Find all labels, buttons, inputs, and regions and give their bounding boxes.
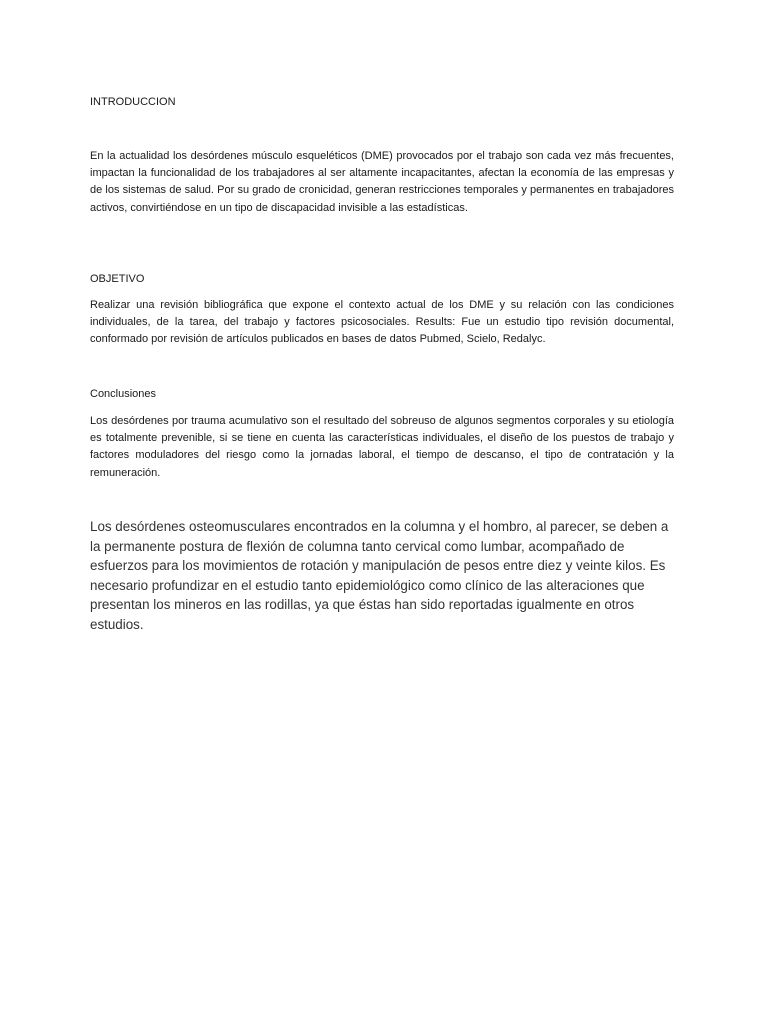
extra-paragraph: Los desórdenes osteomusculares encontrados en la columna y el hombro, al parecer, se deben a la permanente postura de flexión de columna tanto cervical como lumbar, acompañado de esfuerzos para los movimientos de rotación y manipulación de pesos entre diez y veinte kilos. Es necesario profundizar en el estudio tanto epidemiológico como clínico de las alteraciones que presentan los mineros en las rodillas, ya que éstas han sido reportadas igualmente en otros estudios. [90, 519, 669, 632]
conclusions-heading: Conclusiones [90, 388, 157, 400]
conclusions-paragraph: Los desórdenes por trauma acumulativo son el resultado del sobreuso de algunos segmentos corporales y su etiología es totalmente prevenible, si se tiene en cuenta las características individuales, el diseño de los puestos de trabajo y factores moduladores del riesgo como la jornadas laboral, el tiempo de descanso, el tipo de contratación y la remuneración. [90, 415, 674, 479]
objective-heading: OBJETIVO [90, 273, 145, 285]
intro-heading: INTRODUCCION [90, 96, 176, 108]
objective-paragraph: Realizar una revisión bibliográfica que expone el contexto actual de los DME y su relación con las condiciones individuales, de la tarea, del trabajo y factores psicosociales. Results: Fue un estudio tipo revisión documental, conformado por revisión de artículos publicados en bases de datos Pubmed, Scielo, Redalyc. [90, 299, 674, 346]
intro-paragraph: En la actualidad los desórdenes músculo esqueléticos (DME) provocados por el trabajo son cada vez más frecuentes, impactan la funcionalidad de los trabajadores al ser altamente incapacitantes, afectan la economía de las empresas y de los sistemas de salud. Por su grado de cronicidad, generan restricciones temporales y permanentes en trabajadores activos, convirtiéndose en un tipo de discapacidad invisible a las estadísticas. [90, 150, 674, 214]
